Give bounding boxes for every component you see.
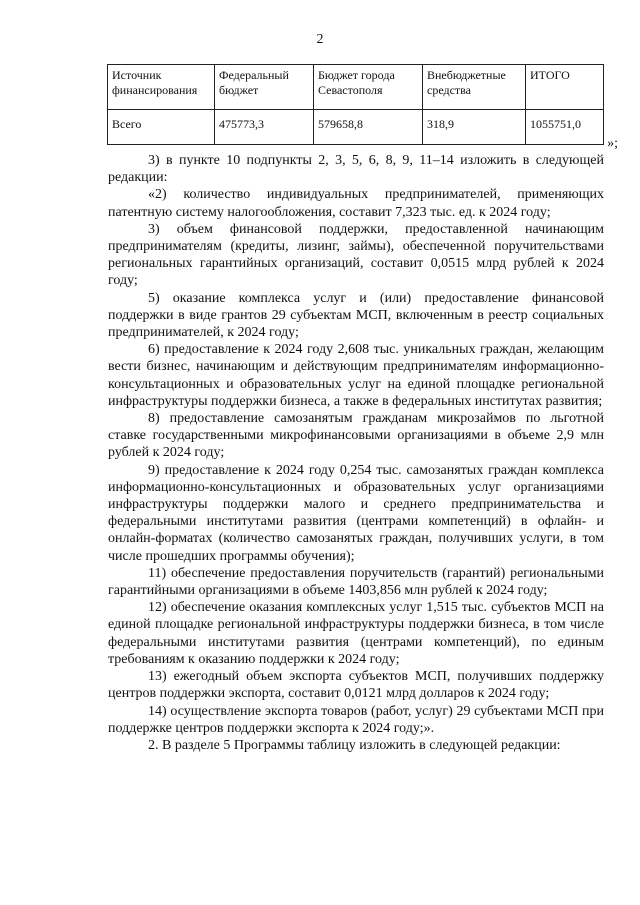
- page-number: 2: [316, 32, 324, 47]
- paragraph: 3) в пункте 10 подпункты 2, 3, 5, 6, 8, 9, 11–14 изложить в следующей редакции:: [108, 153, 604, 186]
- cell-total: 1055751,0: [526, 110, 604, 145]
- paragraph: 14) осуществление экспорта товаров (работ, услуг) 29 субъектами МСП при поддержке центров поддержки экспорта к 2024 году;».: [108, 703, 604, 736]
- paragraph: 8) предоставление самозанятым гражданам микрозаймов по льготной ставке государственными микрофинансовыми организациями в объеме 2,9 млн рублей к 2024 году;: [108, 411, 604, 461]
- paragraph: 13) ежегодный объем экспорта субъектов МСП, получивших поддержку центров поддержки экспорта, составит 0,0121 млрд долларов к 2024 году;: [108, 669, 604, 702]
- header-city: Бюджет города Севастополя: [314, 65, 423, 110]
- paragraph: «2) количество индивидуальных предпринимателей, применяющих патентную систему налогообложения, составит 7,323 тыс. ед. к 2024 году;: [108, 187, 604, 220]
- paragraph: 6) предоставление к 2024 году 2,608 тыс. уникальных граждан, желающим вести бизнес, начинающим и действующим предпринимателям информационно-консультационных и образовательных услуг на единой площадке региональной инфраструктуры поддержки бизнеса, а также в федеральных институтах развития;: [108, 342, 604, 409]
- table-header-row: [108, 65, 604, 110]
- header-source: Источник финансирования: [108, 65, 215, 110]
- header-federal: Федеральный бюджет: [215, 65, 314, 110]
- body-text: [108, 152, 604, 754]
- paragraph: 2. В разделе 5 Программы таблицу изложить в следующей редакции:: [148, 737, 561, 753]
- header-total: ИТОГО: [526, 65, 604, 110]
- paragraph: 11) обеспечение предоставления поручительств (гарантий) региональными гарантийными организациями в объеме 1403,856 млн рублей к 2024 году;: [108, 565, 604, 599]
- paragraph: 3) объем финансовой поддержки, предоставленной начинающим предпринимателям (кредиты, лизинг, займы), обеспеченной поручительствами региональных гарантийных организаций, составит 0,0515 млрд рублей к 2024 году;: [108, 221, 604, 289]
- cell-city: 579658,8: [314, 110, 423, 145]
- cell-extrabudget: 318,9: [423, 110, 526, 145]
- table-row: [108, 110, 604, 145]
- paragraph: 5) оказание комплекса услуг и (или) предоставление финансовой поддержки в виде грантов 29 субъектам МСП, включенным в реестр социальных предпринимателей, к 2024 году;: [108, 290, 604, 341]
- paragraph: 12) обеспечение оказания комплексных услуг 1,515 тыс. субъектов МСП на единой площадке региональной инфраструктуры поддержки бизнеса, в том числе федеральными институтами развития (центрами компетенций), по единым требованиям к оказанию поддержки к 2024 году;: [108, 600, 604, 667]
- cell-label: Всего: [108, 110, 215, 145]
- financing-table: [107, 64, 604, 145]
- cell-federal: 475773,3: [215, 110, 314, 145]
- quote-end: »;: [607, 136, 618, 151]
- header-extrabudget: Внебюджетные средства: [423, 65, 526, 110]
- paragraph: 9) предоставление к 2024 году 0,254 тыс. самозанятых граждан комплекса информационно-консультационных и образовательных услуг организациями инфраструктуры поддержки малого и среднего предпринимательства и федеральными институтами развития (центрами компетенций) в офлайн- и онлайн-форматах (количество самозанятых граждан, получивших услуги, в том числе прошедших программы обучения);: [108, 462, 604, 564]
